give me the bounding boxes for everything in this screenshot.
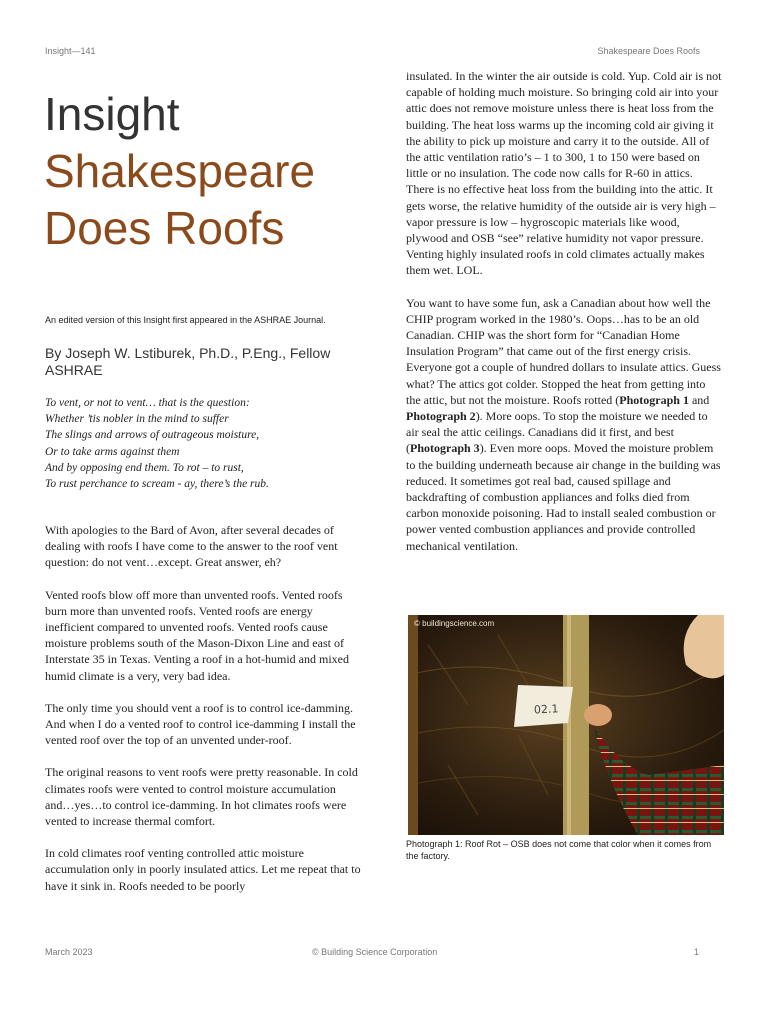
body-paragraph: The only time you should vent a roof is to control ice-damming. And when I do a vented roof to control ice-damming I install the vented roof over the top of an unvented under-roof. (45, 700, 356, 748)
poem-line: To vent, or not to vent… that is the question: (45, 397, 250, 409)
footer-date: March 2023 (45, 947, 93, 957)
poem-line: The slings and arrows of outrageous moisture, (45, 429, 260, 442)
page-title (44, 86, 374, 257)
body-paragraph: Vented roofs blow off more than unvented roofs. Vented roofs burn more than unvented roofs. Vented roofs are energy inefficient compared to unvented roofs. Vented roofs cause moisture problems south of the Mason-Dixon Line and east of Interstate 35 in Texas. Venting a roof in a hot-humid and mixed humid climate is a very, very bad idea. (45, 587, 349, 683)
poem-line: Whether ’tis nobler in the mind to suffer (45, 413, 229, 426)
title-line-2: Shakespeare (44, 145, 316, 197)
text-run: You want to have some fun, ask a Canadian about how well the CHIP program worked in the 1980’s. Oops…has to be an old Canadian. CHIP was the short form for “Canadian Home Insulation Program” that came out of the first energy crisis. Everyone got a couple of hundred dollars to insulate attics. Guess what? The attics got colder. Stopped the heat from getting into the attic, but not the moisture. Roofs rotted ( (406, 295, 721, 407)
text-run: ). Even more oops. Moved the moisture problem to the building underneath because air change in the building was reduced. It sometimes got real bad, caused spillage and backdrafting of combustion appliances and folks died from carbon monoxide poisoning. Had to install sealed combustion or power vented combustion appliances and provide controlled mechanical ventilation. (406, 441, 721, 553)
right-column (406, 68, 722, 570)
photo-reference: Photograph 3 (410, 441, 480, 456)
photo-caption: Photograph 1: Roof Rot – OSB does not come that color when it comes from the factory. (406, 839, 712, 861)
photo-reference: Photograph 1 (619, 392, 689, 407)
body-paragraph (406, 295, 722, 554)
poem-line: Or to take arms against them (45, 445, 180, 458)
photo-credit: © buildingscience.com (414, 619, 495, 628)
left-column (45, 522, 361, 910)
body-paragraph: In cold climates roof venting controlled attic moisture accumulation only in poorly insulated attics. Let me repeat that to have it sink in. Roofs needed to be poorly (45, 846, 361, 893)
poem (45, 395, 375, 492)
photo-tag-text: 02.1 (533, 702, 559, 717)
photo-tag (408, 615, 724, 835)
poem-line: To rust perchance to scream - ay, there’s the rub. (45, 478, 269, 491)
title-line-1: Insight (44, 88, 180, 140)
text-run: and (688, 392, 710, 407)
header-right: Shakespeare Does Roofs (597, 46, 700, 56)
body-paragraph: With apologies to the Bard of Avon, after several decades of dealing with roofs I have come to the answer to the roof vent question: do not vent…except. Great answer, eh? (45, 523, 338, 570)
header-left: Insight—141 (45, 46, 96, 56)
footer-copyright: © Building Science Corporation (312, 947, 438, 957)
publication-note: An edited version of this Insight first appeared in the ASHRAE Journal. (45, 315, 326, 325)
body-paragraph: insulated. In the winter the air outside is cold. Yup. Cold air is not capable of holding much moisture. So bringing cold air into your attic does not remove moisture unless there is heat loss from the building. The heat loss warms up the incoming cold air giving it the ability to pick up moisture and carry it to the outside. All of the attic ventilation ratio’s – 1 to 300, 1 to 150 were based on little or no insulation. The code now calls for R-60 in attics. There is no effective heat loss from the building into the attic. It gets worse, the relative humidity of the outside air is very high – vapor pressure is low – hygroscopic materials like wood, plywood and OSB “see” relative humidity not vapor pressure. Venting highly insulated roofs in cold climates actually makes them wet. LOL. (406, 69, 722, 278)
page-number: 1 (694, 947, 700, 957)
title-line-3: Does Roofs (44, 202, 285, 254)
photo-reference: Photograph 2 (406, 409, 476, 424)
poem-line: And by opposing end them. To rot – to rust, (45, 461, 244, 474)
author-byline: By Joseph W. Lstiburek, Ph.D., P.Eng., Fellow ASHRAE (45, 345, 331, 378)
body-paragraph: The original reasons to vent roofs were pretty reasonable. In cold climates roofs were vented to control moisture accumulation and…yes…to control ice-damming. In hot climates roofs were vented to increase thermal comfort. (45, 765, 358, 829)
text-run: ). More oops. To stop the moisture we needed to air seal the attic ceilings. Canadians did it first, and best ( (406, 409, 708, 456)
roof-rot-photo (408, 615, 724, 835)
